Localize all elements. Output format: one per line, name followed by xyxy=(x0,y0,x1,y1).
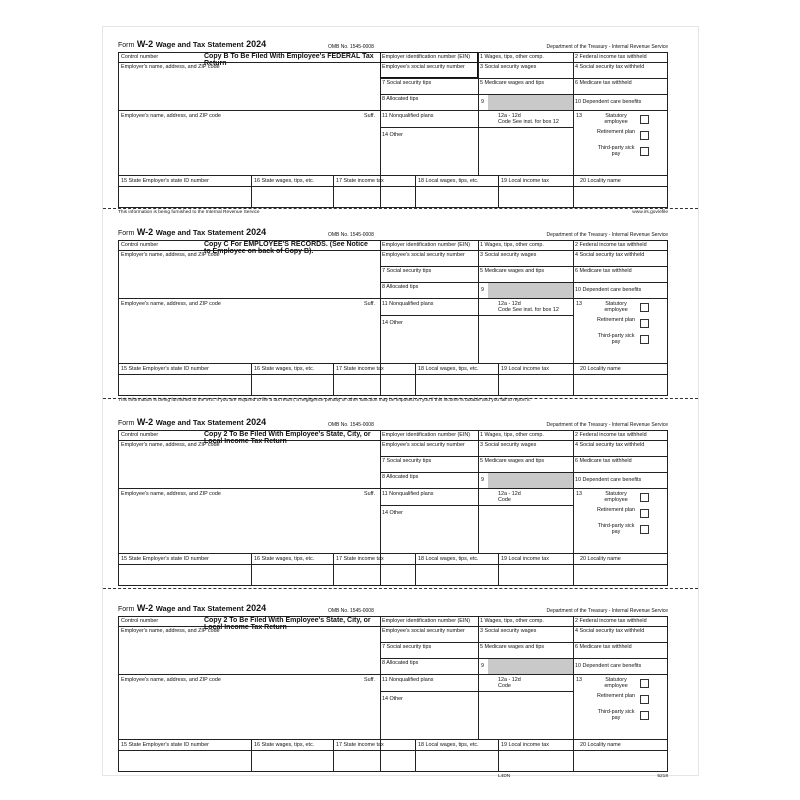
box3-label: 3 Social security wages xyxy=(480,628,537,634)
department-name: Department of the Treasury - Internal Revenue Service xyxy=(546,608,668,614)
rule-line xyxy=(478,315,573,316)
rule-line xyxy=(380,127,478,128)
statutory-employee-label: Statutory employee xyxy=(604,113,628,125)
rule-line xyxy=(118,52,119,207)
rule-line xyxy=(667,52,668,207)
rule-line xyxy=(380,505,478,506)
box7-label: 7 Social security tips xyxy=(382,644,432,650)
rule-line xyxy=(118,616,119,771)
rule-line xyxy=(333,739,334,771)
box19-label: 19 Local income tax xyxy=(501,178,549,184)
box17-label: 17 State income tax xyxy=(336,178,384,184)
box14-label: 14 Other xyxy=(382,320,403,326)
rule-line xyxy=(118,553,668,554)
rule-line xyxy=(333,175,334,207)
control-number-label: Control number xyxy=(121,242,159,248)
form-title xyxy=(118,39,266,49)
box9-shaded xyxy=(488,659,573,674)
box19-label: 19 Local income tax xyxy=(501,742,549,748)
form-code-right: 5218 xyxy=(657,774,668,779)
box15-label: 15 State Employer's state ID number xyxy=(121,556,209,562)
control-number-label: Control number xyxy=(121,618,159,624)
rule-line xyxy=(415,553,416,585)
form-word: Form xyxy=(118,230,135,237)
rule-line xyxy=(118,374,668,375)
box19-label: 19 Local income tax xyxy=(501,366,549,372)
department-name: Department of the Treasury - Internal Revenue Service xyxy=(546,44,668,50)
copy-designation: Copy B To Be Filed With Employee's FEDERAL Tax Return xyxy=(204,53,374,67)
box9-label: 9 xyxy=(481,99,484,105)
box4-label: 4 Social security tax withheld xyxy=(575,442,645,448)
rule-line xyxy=(573,430,574,585)
box7-label: 7 Social security tips xyxy=(382,80,432,86)
box2-label: 2 Federal income tax withheld xyxy=(575,432,647,438)
rule-line xyxy=(478,240,479,363)
rule-line xyxy=(118,430,119,585)
box11-label: 11 Nonqualified plans xyxy=(382,301,434,307)
omb-number: OMB No. 1545-0008 xyxy=(328,232,374,238)
rule-line xyxy=(380,626,668,627)
form-title xyxy=(118,417,266,427)
w2-copy-1 xyxy=(118,33,668,215)
footer-notice: This information is being furnished to the Internal Revenue Service xyxy=(118,210,260,215)
ein-label: Employer identification number (EIN) xyxy=(382,618,471,624)
rule-line xyxy=(380,250,668,251)
rule-line xyxy=(251,363,252,395)
box1-label: 1 Wages, tips, other comp. xyxy=(480,242,544,248)
form-heading: Wage and Tax Statement xyxy=(155,604,244,613)
rule-line xyxy=(380,315,478,316)
statutory-employee-label: Statutory employee xyxy=(604,491,628,503)
box13-label: 13 xyxy=(576,301,582,307)
department-name: Department of the Treasury - Internal Revenue Service xyxy=(546,422,668,428)
third-party-sick-pay-label: Third-party sick pay xyxy=(597,145,635,157)
box6-label: 6 Medicare tax withheld xyxy=(575,458,632,464)
rule-line xyxy=(478,430,479,553)
rule-line xyxy=(118,395,668,396)
box7-label: 7 Social security tips xyxy=(382,268,432,274)
statutory-employee-checkbox[interactable] xyxy=(640,115,649,124)
rule-line xyxy=(118,363,668,364)
box5-label: 5 Medicare wages and tips xyxy=(480,644,545,650)
control-number-label: Control number xyxy=(121,432,159,438)
retirement-plan-label: Retirement plan xyxy=(596,693,636,699)
statutory-employee-checkbox[interactable] xyxy=(640,303,649,312)
ssn-label: Employee's social security number xyxy=(382,64,465,70)
rule-line xyxy=(118,430,668,431)
rule-line xyxy=(333,363,334,395)
rule-line xyxy=(498,553,499,585)
box12-label: 12a - 12d xyxy=(498,677,521,683)
retirement-plan-label: Retirement plan xyxy=(596,317,636,323)
third-party-sick-pay-label: Third-party sick pay xyxy=(597,333,635,345)
rule-line xyxy=(118,240,668,241)
omb-number: OMB No. 1545-0008 xyxy=(328,44,374,50)
rule-line xyxy=(498,175,499,207)
box4-label: 4 Social security tax withheld xyxy=(575,64,645,70)
rule-line xyxy=(478,616,479,739)
statutory-employee-checkbox[interactable] xyxy=(640,679,649,688)
form-title xyxy=(118,603,266,613)
box9-label: 9 xyxy=(481,477,484,483)
retirement-plan-label: Retirement plan xyxy=(596,129,636,135)
box3-label: 3 Social security wages xyxy=(480,442,537,448)
third-party-sick-pay-label: Third-party sick pay xyxy=(597,709,635,721)
copy-designation: Copy C For EMPLOYEE'S RECORDS. (See Notice to Employee on back of Copy B). xyxy=(204,241,368,255)
rule-line xyxy=(415,363,416,395)
retirement-plan-checkbox[interactable] xyxy=(640,509,649,518)
box9-label: 9 xyxy=(481,663,484,669)
statutory-employee-label: Statutory employee xyxy=(604,301,628,313)
rule-line xyxy=(478,691,573,692)
rule-line xyxy=(118,674,668,675)
rule-line xyxy=(118,488,668,489)
rule-line xyxy=(415,739,416,771)
box15-label: 15 State Employer's state ID number xyxy=(121,742,209,748)
box9-shaded xyxy=(488,283,573,298)
box10-label: 10 Dependent care benefits xyxy=(575,99,642,105)
box20-label: 20 Locality name xyxy=(580,366,621,372)
footer-website: www.irs.gov/efile xyxy=(632,210,668,215)
w2-copy-2 xyxy=(118,221,668,403)
perforation-line xyxy=(103,588,698,589)
perforation-line xyxy=(103,208,698,209)
rule-line xyxy=(118,585,668,586)
box6-label: 6 Medicare tax withheld xyxy=(575,80,632,86)
box3-label: 3 Social security wages xyxy=(480,64,537,70)
form-year: 2024 xyxy=(246,39,267,49)
box7-label: 7 Social security tips xyxy=(382,458,432,464)
form-name: W-2 xyxy=(136,227,154,237)
box18-label: 18 Local wages, tips, etc. xyxy=(418,556,479,562)
control-number-label: Control number xyxy=(121,54,159,60)
box17-label: 17 State income tax xyxy=(336,556,384,562)
copy-designation: Copy 2 To Be Filed With Employee's State, City, or Local Income Tax Return xyxy=(204,617,371,631)
box16-label: 16 State wages, tips, etc. xyxy=(254,178,315,184)
w2-copy-3 xyxy=(118,411,668,586)
box15-label: 15 State Employer's state ID number xyxy=(121,366,209,372)
form-name: W-2 xyxy=(136,417,154,427)
box13-label: 13 xyxy=(576,677,582,683)
form-code-left: L4DN xyxy=(498,774,511,779)
employee-name-label: Employee's name, address, and ZIP code xyxy=(121,113,221,119)
box14-label: 14 Other xyxy=(382,132,403,138)
copy-designation: Copy 2 To Be Filed With Employee's State, City, or Local Income Tax Return xyxy=(204,431,371,445)
rule-line xyxy=(380,456,668,457)
ssn-label: Employee's social security number xyxy=(382,442,465,448)
rule-line xyxy=(667,240,668,395)
form-name: W-2 xyxy=(136,39,154,49)
rule-line xyxy=(573,52,574,207)
department-name: Department of the Treasury - Internal Revenue Service xyxy=(546,232,668,238)
box6-label: 6 Medicare tax withheld xyxy=(575,268,632,274)
box10-label: 10 Dependent care benefits xyxy=(575,287,642,293)
perforation-line xyxy=(103,398,698,399)
form-word: Form xyxy=(118,42,135,49)
third-party-sick-pay-checkbox[interactable] xyxy=(640,335,649,344)
w2-copy-4 xyxy=(118,597,668,779)
box9-label: 9 xyxy=(481,287,484,293)
omb-number: OMB No. 1545-0008 xyxy=(328,422,374,428)
rule-line xyxy=(380,440,668,441)
rule-line xyxy=(251,553,252,585)
rule-line xyxy=(380,642,668,643)
omb-number: OMB No. 1545-0008 xyxy=(328,608,374,614)
box10-label: 10 Dependent care benefits xyxy=(575,663,642,669)
box9-shaded xyxy=(488,473,573,488)
box3-label: 3 Social security wages xyxy=(480,252,537,258)
ssn-label: Employee's social security number xyxy=(382,252,465,258)
employer-name-label: Employer's name, address, and ZIP code xyxy=(121,64,220,70)
form-heading: Wage and Tax Statement xyxy=(155,418,244,427)
box13-label: 13 xyxy=(576,113,582,119)
employee-name-label: Employee's name, address, and ZIP code xyxy=(121,491,221,497)
box12-code-label: Code xyxy=(498,683,511,689)
footer-notice: This information is being furnished to the IRS. If you are required to file a tax return, a negligence penalty or other sanction may be imposed on you if this income is taxable and you fail to report it. xyxy=(118,398,531,403)
employee-name-label: Employee's name, address, and ZIP code xyxy=(121,677,221,683)
box2-label: 2 Federal income tax withheld xyxy=(575,54,647,60)
rule-line xyxy=(478,52,479,175)
rule-line xyxy=(667,616,668,771)
box12-label: 12a - 12d xyxy=(498,113,521,119)
rule-line xyxy=(118,564,668,565)
box11-label: 11 Nonqualified plans xyxy=(382,677,434,683)
box8-label: 8 Allocated tips xyxy=(382,284,419,290)
form-word: Form xyxy=(118,420,135,427)
box9-shaded xyxy=(488,95,573,110)
rule-line xyxy=(118,750,668,751)
rule-line xyxy=(333,553,334,585)
ein-label: Employer identification number (EIN) xyxy=(382,432,471,438)
form-name: W-2 xyxy=(136,603,154,613)
box20-label: 20 Locality name xyxy=(580,742,621,748)
form-word: Form xyxy=(118,606,135,613)
retirement-plan-checkbox[interactable] xyxy=(640,695,649,704)
box20-label: 20 Locality name xyxy=(580,178,621,184)
third-party-sick-pay-label: Third-party sick pay xyxy=(597,523,635,535)
box17-label: 17 State income tax xyxy=(336,742,384,748)
retirement-plan-checkbox[interactable] xyxy=(640,131,649,140)
box5-label: 5 Medicare wages and tips xyxy=(480,458,545,464)
ein-label: Employer identification number (EIN) xyxy=(382,54,471,60)
box1-label: 1 Wages, tips, other comp. xyxy=(480,432,544,438)
rule-line xyxy=(498,739,499,771)
third-party-sick-pay-checkbox[interactable] xyxy=(640,711,649,720)
rule-line xyxy=(478,505,573,506)
box12-label: 12a - 12d xyxy=(498,491,521,497)
box8-label: 8 Allocated tips xyxy=(382,96,419,102)
ein-label: Employer identification number (EIN) xyxy=(382,242,471,248)
suffix-label: Suff. xyxy=(364,677,375,683)
rule-line xyxy=(380,691,478,692)
third-party-sick-pay-checkbox[interactable] xyxy=(640,147,649,156)
rule-line xyxy=(573,616,574,771)
box12-code-label: Code See inst. for box 12 xyxy=(498,307,559,313)
retirement-plan-checkbox[interactable] xyxy=(640,319,649,328)
rule-line xyxy=(380,266,668,267)
rule-line xyxy=(118,240,119,395)
employer-name-label: Employer's name, address, and ZIP code xyxy=(121,628,220,634)
suffix-label: Suff. xyxy=(364,113,375,119)
statutory-employee-checkbox[interactable] xyxy=(640,493,649,502)
box11-label: 11 Nonqualified plans xyxy=(382,491,434,497)
rule-line xyxy=(118,110,668,111)
employer-name-label: Employer's name, address, and ZIP code xyxy=(121,252,220,258)
box10-label: 10 Dependent care benefits xyxy=(575,477,642,483)
rule-line xyxy=(118,771,668,772)
box1-label: 1 Wages, tips, other comp. xyxy=(480,54,544,60)
box4-label: 4 Social security tax withheld xyxy=(575,252,645,258)
box14-label: 14 Other xyxy=(382,696,403,702)
rule-line xyxy=(573,240,574,395)
rule-line xyxy=(118,175,668,176)
rule-line xyxy=(498,363,499,395)
suffix-label: Suff. xyxy=(364,491,375,497)
box12-code-label: Code See inst. for box 12 xyxy=(498,119,559,125)
rule-line xyxy=(478,127,573,128)
rule-line xyxy=(118,186,668,187)
form-title xyxy=(118,227,266,237)
box14-label: 14 Other xyxy=(382,510,403,516)
rule-line xyxy=(667,430,668,585)
rule-line xyxy=(251,175,252,207)
rule-line xyxy=(251,739,252,771)
box16-label: 16 State wages, tips, etc. xyxy=(254,366,315,372)
box15-label: 15 State Employer's state ID number xyxy=(121,178,209,184)
form-heading: Wage and Tax Statement xyxy=(155,40,244,49)
box20-label: 20 Locality name xyxy=(580,556,621,562)
rule-line xyxy=(415,175,416,207)
box13-label: 13 xyxy=(576,491,582,497)
third-party-sick-pay-checkbox[interactable] xyxy=(640,525,649,534)
suffix-label: Suff. xyxy=(364,301,375,307)
box12-code-label: Code xyxy=(498,497,511,503)
rule-line xyxy=(380,78,668,79)
box8-label: 8 Allocated tips xyxy=(382,660,419,666)
box6-label: 6 Medicare tax withheld xyxy=(575,644,632,650)
box19-label: 19 Local income tax xyxy=(501,556,549,562)
box18-label: 18 Local wages, tips, etc. xyxy=(418,366,479,372)
box1-label: 1 Wages, tips, other comp. xyxy=(480,618,544,624)
box8-label: 8 Allocated tips xyxy=(382,474,419,480)
form-heading: Wage and Tax Statement xyxy=(155,228,244,237)
statutory-employee-label: Statutory employee xyxy=(604,677,628,689)
form-year: 2024 xyxy=(246,227,267,237)
box5-label: 5 Medicare wages and tips xyxy=(480,80,545,86)
box2-label: 2 Federal income tax withheld xyxy=(575,242,647,248)
box11-label: 11 Nonqualified plans xyxy=(382,113,434,119)
box16-label: 16 State wages, tips, etc. xyxy=(254,556,315,562)
box18-label: 18 Local wages, tips, etc. xyxy=(418,742,479,748)
rule-line xyxy=(118,298,668,299)
ssn-label: Employee's social security number xyxy=(382,628,465,634)
box16-label: 16 State wages, tips, etc. xyxy=(254,742,315,748)
form-year: 2024 xyxy=(246,603,267,613)
box12-label: 12a - 12d xyxy=(498,301,521,307)
rule-line xyxy=(118,739,668,740)
retirement-plan-label: Retirement plan xyxy=(596,507,636,513)
box2-label: 2 Federal income tax withheld xyxy=(575,618,647,624)
box5-label: 5 Medicare wages and tips xyxy=(480,268,545,274)
employee-name-label: Employee's name, address, and ZIP code xyxy=(121,301,221,307)
rule-line xyxy=(118,616,668,617)
box18-label: 18 Local wages, tips, etc. xyxy=(418,178,479,184)
box4-label: 4 Social security tax withheld xyxy=(575,628,645,634)
box17-label: 17 State income tax xyxy=(336,366,384,372)
employer-name-label: Employer's name, address, and ZIP code xyxy=(121,442,220,448)
form-year: 2024 xyxy=(246,417,267,427)
